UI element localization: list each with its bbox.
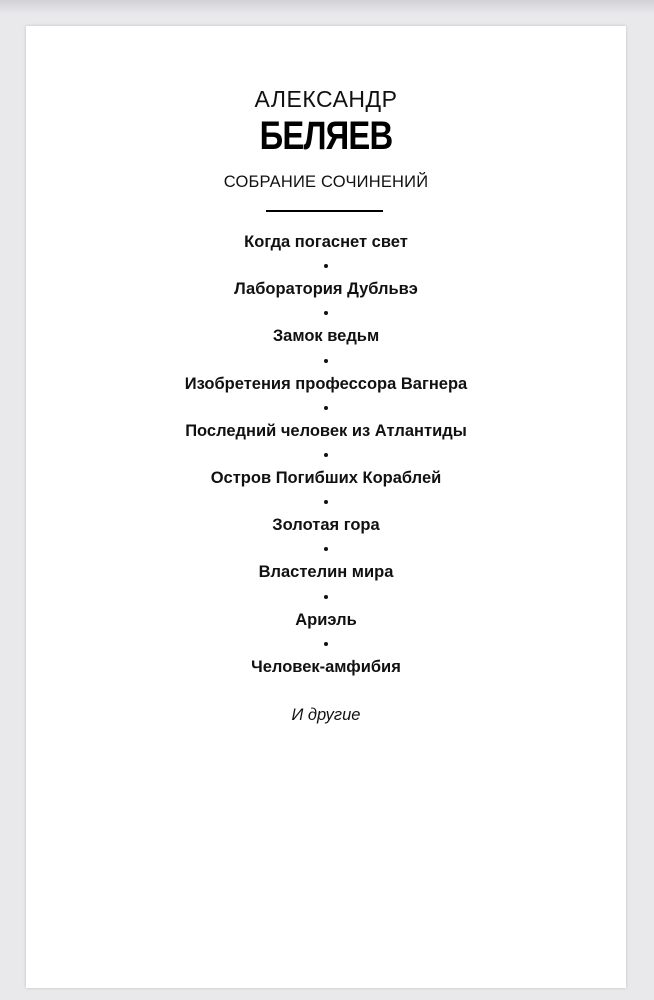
and-others-note: И другие — [291, 706, 361, 724]
work-title: Лаборатория Дубльвэ — [234, 280, 418, 299]
top-edge-shadow — [0, 0, 654, 14]
work-title: Золотая гора — [272, 516, 380, 535]
work-title: Изобретения профессора Вагнера — [184, 374, 468, 393]
work-title: Последний человек из Атлантиды — [185, 421, 467, 440]
work-title: Когда погаснет свет — [244, 233, 408, 251]
work-title: Замок ведьм — [272, 327, 380, 346]
work-title: Ариэль — [295, 610, 357, 629]
bullet-separator — [26, 396, 626, 420]
works-list — [26, 231, 626, 679]
bullet-separator — [26, 443, 626, 467]
title-divider — [266, 210, 383, 212]
series-title: СОБРАНИЕ СОЧИНЕНИЙ — [223, 173, 429, 191]
bullet-separator — [26, 490, 626, 514]
bullet-separator — [26, 302, 626, 326]
bullet-separator — [26, 585, 626, 609]
bullet-separator — [26, 255, 626, 279]
author-last-name: БЕЛЯЕВ — [259, 114, 393, 158]
work-title: Человек-амфибия — [251, 657, 401, 676]
work-title: Остров Погибших Кораблей — [210, 468, 442, 487]
author-first-name: АЛЕКСАНДР — [254, 86, 398, 112]
book-page — [26, 26, 626, 988]
bullet-separator — [26, 349, 626, 373]
bullet-separator — [26, 538, 626, 562]
work-title: Властелин мира — [258, 563, 394, 582]
bullet-separator — [26, 632, 626, 656]
